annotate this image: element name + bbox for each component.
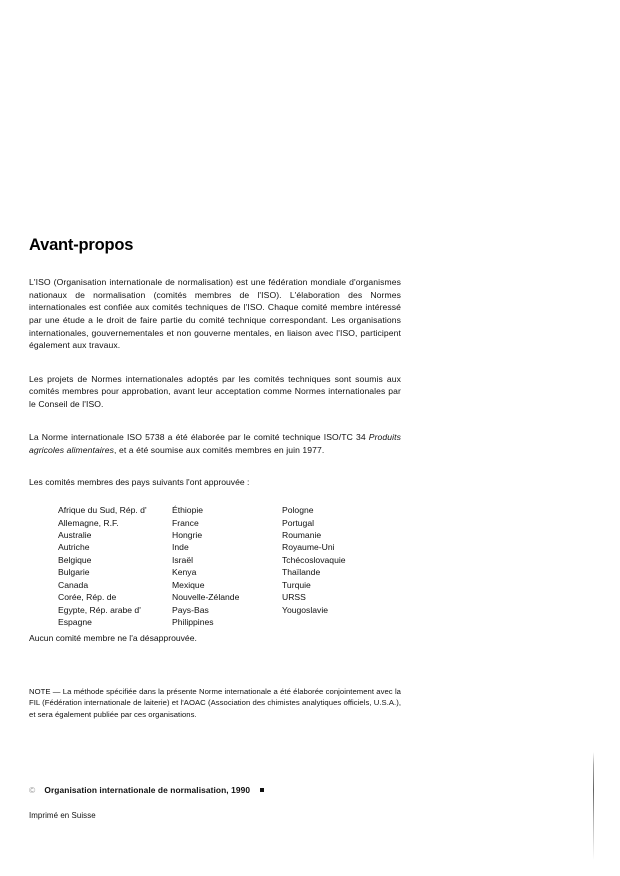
scan-artifact-line [593,752,594,860]
list-item: Canada [58,579,89,590]
list-item: URSS [282,592,306,603]
country-column-2 [172,504,239,628]
list-item: Tchécoslovaquie [282,554,346,565]
list-item: Mexique [172,579,205,590]
standard-origin-text-after: , et a été soumise aux comités membres en juin 1977. [114,445,325,456]
document-content [29,236,401,720]
country-column-3 [282,504,346,616]
list-item: Inde [172,542,189,553]
list-item: Turquie [282,579,311,590]
approval-intro-text: Les comités membres des pays suivants l'ont approuvée : [29,476,250,487]
list-item: Autriche [58,542,90,553]
copyright-text: Organisation internationale de normalisation, 1990 [44,785,251,795]
list-item: Corée, Rép. de [58,592,117,603]
note-block: NOTE — La méthode spécifiée dans la présente Norme internationale a été élaborée conjointement avec la FIL (Fédération internationale de laiterie) et l'AOAC (Association des chimistes analytiques officiels, U.S.A.), et sera également publiée par ces organisations. [29,686,401,719]
list-item: Kenya [172,567,197,578]
list-item: Pays-Bas [172,604,209,615]
copyright-line [29,785,429,795]
copyright-icon: © [29,784,36,795]
foreword-paragraph-1: L'ISO (Organisation internationale de normalisation) est une fédération mondiale d'organismes nationaux de normalisation (comités membres de l'ISO). L'élaboration des Normes internationales est confiée aux comités techniques de l'ISO. Chaque comité membre intéressé par une étude a le droit de faire partie du comité technique correspondant. Les organisations internationales, gouvernementales et non gouverne mentales, en liaison avec l'ISO, participent également aux travaux. [29,277,401,351]
list-item: Egypte, Rép. arabe d' [58,604,141,615]
list-item: Pologne [282,505,314,516]
list-item: Éthiopie [172,505,204,516]
list-item: Philippines [172,616,214,627]
list-item: Allemagne, R.F. [58,517,119,528]
page-title: Avant-propos [29,236,134,254]
country-column-1 [58,504,147,628]
list-item: Bulgarie [58,567,90,578]
list-item: France [172,517,199,528]
list-item: Nouvelle-Zélande [172,592,240,603]
list-item: Roumanie [282,530,322,541]
disapproval-statement: Aucun comité membre ne l'a désapprouvée. [29,633,197,644]
list-item: Australie [58,530,92,541]
square-bullet-icon [260,788,264,792]
foreword-paragraph-2: Les projets de Normes internationales adoptés par les comités techniques sont soumis aux comités membres pour approbation, avant leur acceptation comme Normes internationales par le Conseil de l'ISO. [29,373,401,409]
standard-committee-title: Produits agricoles alimentaires [29,432,401,456]
list-item: Portugal [282,517,315,528]
list-item: Afrique du Sud, Rép. d' [58,505,147,516]
list-item: Thaïlande [282,567,321,578]
standard-origin-text-before: La Norme internationale ISO 5738 a été élaborée par le comité technique ISO/TC 34 [29,432,369,443]
list-item: Hongrie [172,530,203,541]
list-item: Yougoslavie [282,604,329,615]
approving-countries-list [29,504,401,628]
printed-in-text: Imprimé en Suisse [29,811,96,820]
standard-origin-paragraph [29,431,401,456]
page-footer [29,785,429,820]
list-item: Israël [172,554,194,565]
list-item: Espagne [58,616,92,627]
list-item: Belgique [58,554,92,565]
list-item: Royaume-Uni [282,542,335,553]
